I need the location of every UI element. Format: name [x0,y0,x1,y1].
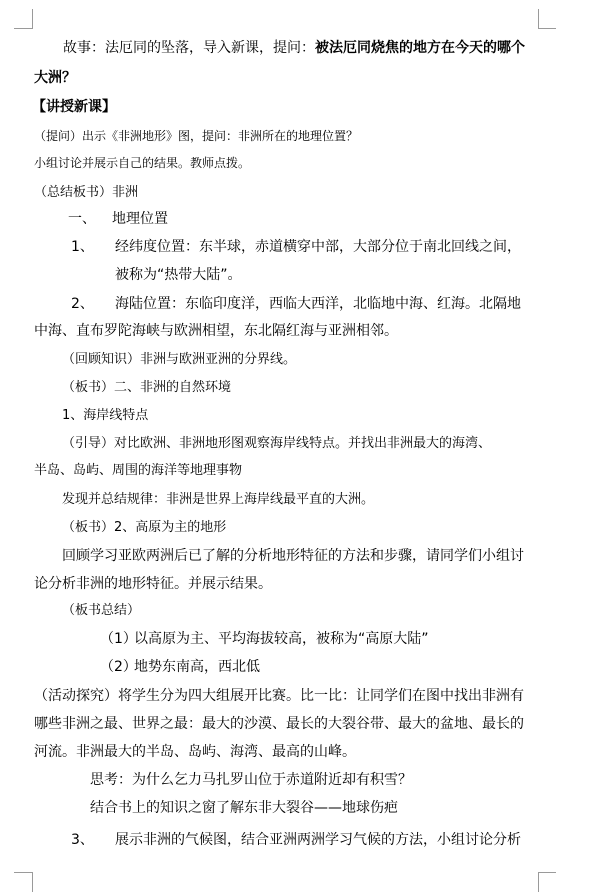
item-number: 1、 [71,239,94,255]
item-text: 经纬度位置：东半球，赤道横穿中部，大部分位于南北回线之间， [115,239,521,255]
board-natural-environment: （板书）二、非洲的自然环境 [62,380,232,395]
story-intro-line [63,41,525,55]
activity-inquiry-continued-2: 河流。非洲最大的半岛、岛屿、海湾、最高的山峰。 [34,744,356,760]
question-prompt: （提问）出示《非洲地形》图，提问：非洲所在的地理位置？ [34,129,359,143]
think-question: 思考：为什么乞力马扎罗山位于赤道附近却有积雪？ [90,772,412,788]
story-question-text: 被法厄同烧焦的地方在今天的哪个 [315,40,525,56]
heading-text: 地理位置 [112,211,168,227]
summary-board-title: （总结板书）非洲 [34,185,139,200]
coastline-heading: 1、海岸线特点 [62,408,149,423]
item-number: 2、 [71,296,94,312]
heading-number: 一、 [68,211,96,227]
point-text: 地势东南高，西北低 [134,659,260,675]
review-terrain-method: 回顾学习亚欧两洲后已了解的分析地形特征的方法和步骤，请同学们小组讨 [62,548,524,564]
activity-inquiry-continued-1: 哪些非洲之最、世界之最：最大的沙漠、最长的大裂谷带、最大的盆地、最长的 [34,716,524,732]
coastline-rule: 发现并总结规律：非洲是世界上海岸线最平直的大洲。 [62,492,375,507]
point-text: 以高原为主、平均海拔较高，被称为“高原大陆” [134,631,429,647]
board-plateau-terrain: （板书）2、高原为主的地形 [62,520,227,535]
story-question-continued: 大洲？ [34,70,76,86]
item-number: 3、 [71,832,94,848]
group-discussion: 小组讨论并展示自己的结果。教师点拨。 [34,156,251,170]
guide-coastline-continued: 半岛、岛屿、周围的海洋等地理事物 [34,463,243,478]
review-terrain-continued: 论分析非洲的地形特征。并展示结果。 [34,576,272,592]
board-summary: （板书总结） [62,603,141,618]
point-number: （2） [100,659,137,675]
tropical-continent-note: 被称为“热带大陆”。 [115,267,242,283]
section-heading-new-lesson: 【讲授新课】 [32,99,116,115]
item-text: 展示非洲的气候图，结合亚洲两洲学习气候的方法，小组讨论分析 [115,832,521,848]
review-boundary: （回顾知识）非洲与欧洲亚洲的分界线。 [62,352,297,367]
sea-land-continued: 中海、直布罗陀海峡与欧洲相望，东北隔红海与亚洲相邻。 [34,323,398,339]
rift-valley-note: 结合书上的知识之窗了解东非大裂谷——地球伤疤 [90,800,398,816]
guide-coastline: （引导）对比欧洲、非洲地形图观察海岸线特点。并找出非洲最大的海湾、 [62,436,492,451]
point-number: （1） [100,631,137,647]
story-intro-text: 故事：法厄同的坠落，导入新课，提问： [63,40,315,56]
activity-inquiry: （活动探究）将学生分为四大组展开比赛。比一比：让同学们在图中找出非洲有 [34,688,524,704]
item-text: 海陆位置：东临印度洋，西临大西洋，北临地中海、红海。北隔地 [115,296,521,312]
